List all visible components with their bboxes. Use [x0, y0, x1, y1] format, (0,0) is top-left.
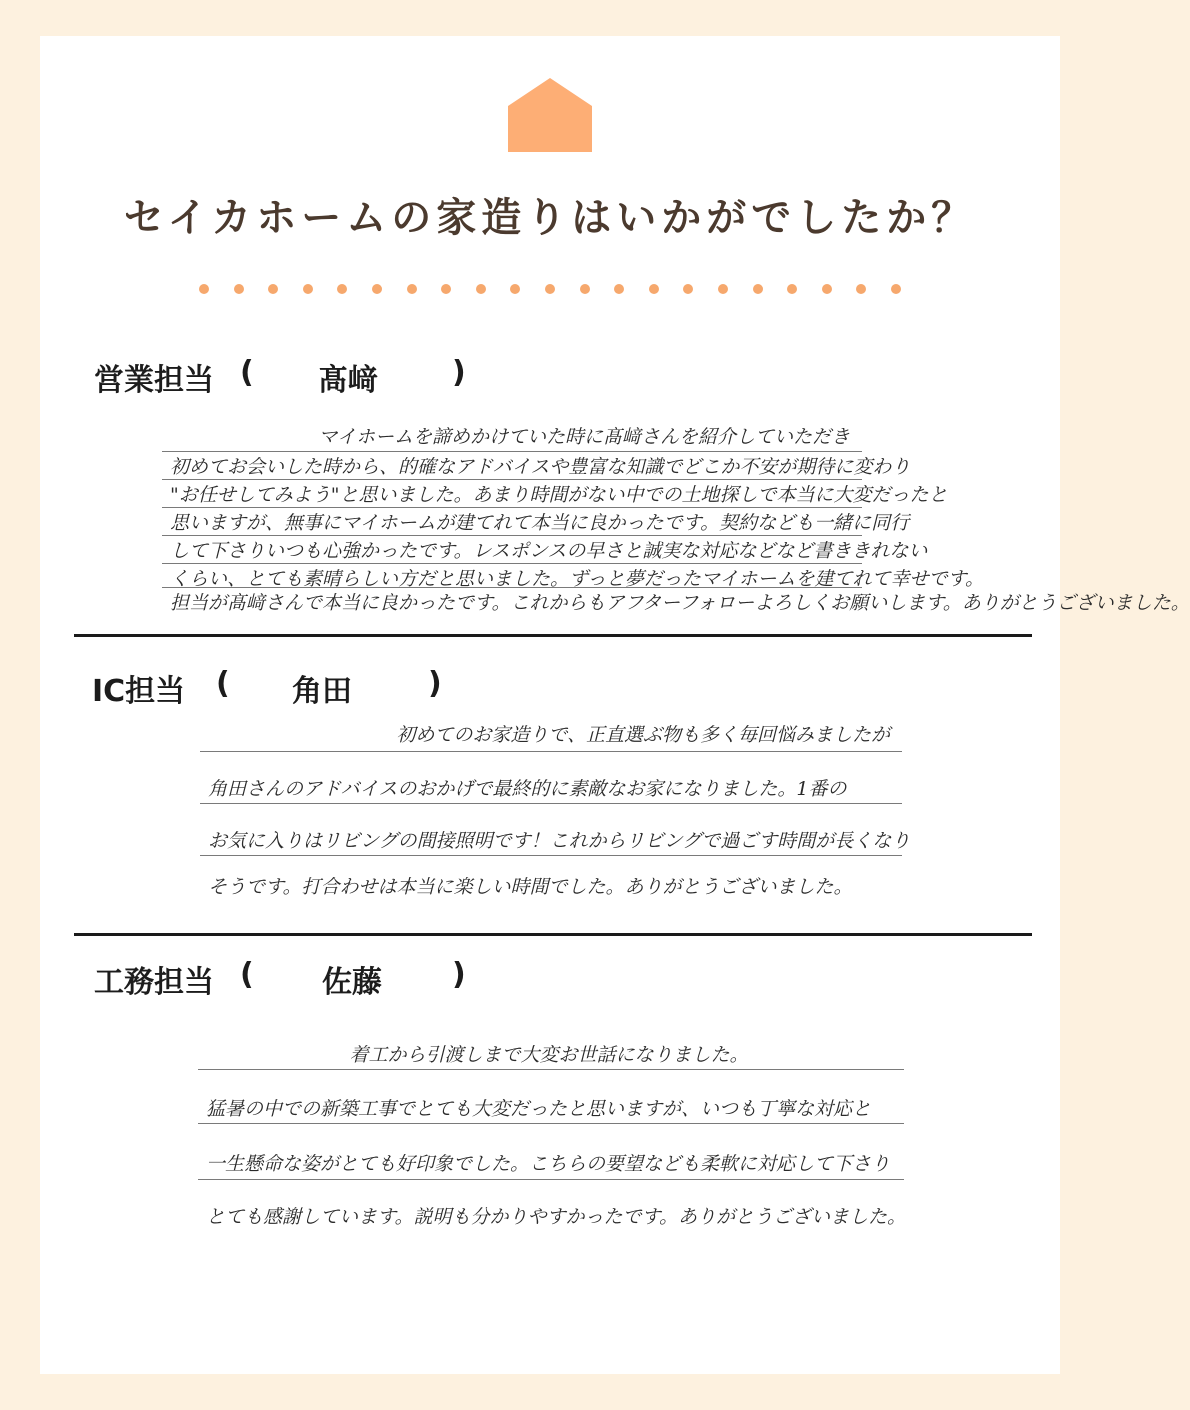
note-line: そうです。打合わせは本当に楽しい時間でした。ありがとうございました。 [208, 876, 853, 898]
open-paren: ( [216, 666, 230, 701]
divider-dot [407, 284, 417, 294]
divider-dot [441, 284, 451, 294]
dot-divider [199, 284, 901, 294]
note-line: 初めてお会いした時から、的確なアドバイスや豊富な知識でどこか不安が期待に変わり [162, 452, 862, 480]
note-line: 思いますが、無事にマイホームが建てれて本当に良かったです。契約なども一緒に同行 [162, 508, 862, 536]
divider-dot [649, 284, 659, 294]
rep-name: 髙﨑 [318, 363, 378, 398]
construction-rep-heading [94, 957, 466, 1001]
note-line: くらい、とても素晴らしい方だと思いました。ずっと夢だったマイホームを建てれて幸せです。 [162, 564, 862, 588]
note-line: マイホームを諦めかけていた時に髙﨑さんを紹介していただき [162, 422, 862, 452]
divider-dot [718, 284, 728, 294]
divider-dot [580, 284, 590, 294]
note-line: 着工から引渡しまで大変お世話になりました。 [198, 1024, 904, 1070]
sales-rep-handwritten-note [162, 402, 1190, 614]
divider-dot [234, 284, 244, 294]
divider-dot [476, 284, 486, 294]
section-label: 工務担当 [94, 965, 214, 1000]
open-paren: ( [240, 957, 254, 992]
divider-dot [856, 284, 866, 294]
divider-dot [753, 284, 763, 294]
divider-dot [614, 284, 624, 294]
divider-dot [891, 284, 901, 294]
divider-dot [268, 284, 278, 294]
section-label: IC担当 [92, 674, 186, 709]
note-line: 初めてのお家造りで、正直選ぶ物も多く毎回悩みましたが [200, 712, 902, 752]
note-line: とても感謝しています。説明も分かりやすかったです。ありがとうございました。 [206, 1206, 906, 1228]
divider-dot [372, 284, 382, 294]
note-line: して下さりいつも心強かったです。レスポンスの早さと誠実な対応などなど書ききれない [162, 536, 862, 564]
divider-dot [545, 284, 555, 294]
note-line: 担当が髙﨑さんで本当に良かったです。これからもアフターフォローよろしくお願いします。ありがとうございました。 [170, 592, 1190, 614]
construction-rep-handwritten-note [198, 1024, 904, 1244]
close-paren: ) [452, 957, 466, 992]
note-line: 猛暑の中での新築工事でとても大変だったと思いますが、いつも丁寧な対応と [198, 1070, 904, 1124]
note-line: お気に入りはリビングの間接照明です！これからリビングで過ごす時間が長くなり [200, 804, 902, 856]
note-line: "お任せしてみよう"と思いました。あまり時間がない中での土地探しで本当に大変だったと [162, 480, 862, 508]
open-paren: ( [240, 355, 254, 390]
close-paren: ) [428, 666, 442, 701]
divider-dot [510, 284, 520, 294]
section-divider [74, 634, 1032, 637]
divider-dot [822, 284, 832, 294]
section-divider [74, 933, 1032, 936]
divider-dot [337, 284, 347, 294]
divider-dot [683, 284, 693, 294]
rep-name: 佐藤 [322, 965, 382, 1000]
section-label: 営業担当 [94, 363, 214, 398]
note-line: 一生懸命な姿がとても好印象でした。こちらの要望なども柔軟に対応して下さり [198, 1124, 904, 1180]
ic-rep-handwritten-note [200, 712, 911, 904]
sales-rep-heading [94, 355, 466, 399]
note-line: 角田さんのアドバイスのおかげで最終的に素敵なお家になりました。1番の [200, 752, 902, 804]
close-paren: ) [452, 355, 466, 390]
rep-name: 角田 [292, 674, 352, 709]
house-icon [508, 78, 592, 152]
ic-rep-heading [92, 666, 442, 710]
divider-dot [303, 284, 313, 294]
divider-dot [199, 284, 209, 294]
divider-dot [787, 284, 797, 294]
page-title: セイカホームの家造りはいかがでしたか？ [123, 195, 977, 241]
